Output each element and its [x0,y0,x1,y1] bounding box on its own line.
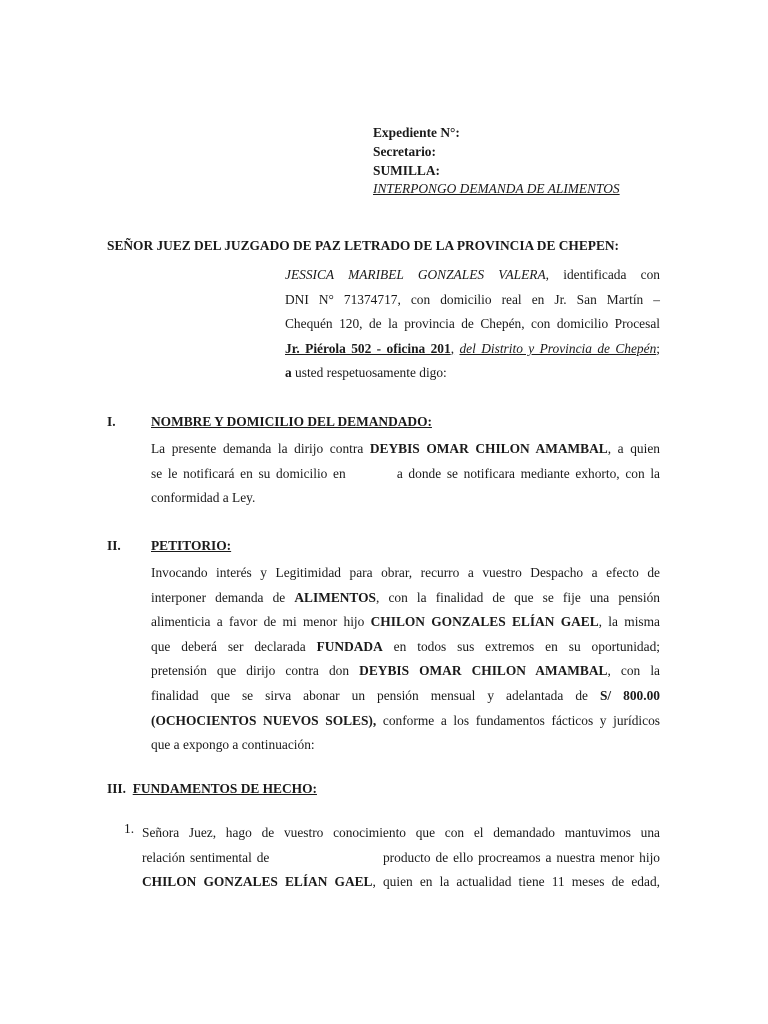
body-line: pretensión que dirijo contra don DEYBIS OMAR CHILON AMAMBAL, con la [151,663,660,679]
intro-line: a usted respetuosamente digo: [285,365,447,381]
intro-paragraph [285,263,660,386]
section-number: III. [107,781,126,796]
sumilla-label: SUMILLA: [373,162,440,178]
body-line: finalidad que se sirva abonar un pensión mensual y adelantada de S/ 800.00 [151,687,660,703]
body-line: que deberá ser declarada FUNDADA en todos sus extremos en su oportunidad; [151,638,660,654]
section-number: I. [107,414,116,429]
body-line: Señora Juez, hago de vuestro conocimiento que con el demandado mantuvimos una [142,825,660,840]
list-item-number: 1. [124,821,135,836]
amount: S/ 800.00 [599,687,660,703]
body-line: se le notificará en su domicilio en a donde se notificara mediante exhorto, con la [151,465,661,481]
section-title: FUNDAMENTOS DE HECHO: [132,781,317,796]
body-line: (OCHOCIENTOS NUEVOS SOLES), conforme a los fundamentos fácticos y jurídicos [151,712,660,728]
defendant-name: DEYBIS OMAR CHILON AMAMBAL [369,441,608,456]
section-title: NOMBRE Y DOMICILIO DEL DEMANDADO: [151,414,432,429]
body-line: conformidad a Ley. [151,490,256,506]
expediente-label: Expediente N°: [373,125,460,140]
child-name: CHILON GONZALES ELÍAN GAEL [142,874,373,890]
section-body [151,437,660,511]
child-name: CHILON GONZALES ELÍAN GAEL [370,614,599,630]
section-title: PETITORIO: [151,538,232,553]
section-number: II. [107,538,121,553]
body-line: interponer demanda de ALIMENTOS, con la finalidad de que se fije una pensión [151,589,660,605]
list-item [142,821,660,895]
sumilla-text: INTERPONGO DEMANDA DE ALIMENTOS [373,181,620,197]
defendant-name: DEYBIS OMAR CHILON AMAMBAL [359,663,608,679]
section-body [151,561,660,758]
plaintiff-name: JESSICA MARIBEL GONZALES VALERA [285,267,546,282]
intro-line: Jr. Piérola 502 - oficina 201, del Distrito y Provincia de Chepén; [285,340,660,356]
body-line: Invocando interés y Legitimidad para obrar, recurro a vuestro Despacho a efecto de [151,565,660,580]
body-line: relación sentimental de producto de ello procreamos a nuestra menor hijo [142,849,660,865]
body-line: CHILON GONZALES ELÍAN GAEL, quien en la actualidad tiene 11 meses de edad, [142,874,660,890]
intro-line: Chequén 120, de la provincia de Chepén, con domicilio Procesal [285,316,660,332]
section-heading [107,781,317,797]
intro-line: DNI N° 71374717, con domicilio real en Jr. San Martín – [285,291,660,307]
court-address: SEÑOR JUEZ DEL JUZGADO DE PAZ LETRADO DE LA PROVINCIA DE CHEPEN: [107,238,620,253]
amount-words: (OCHOCIENTOS NUEVOS SOLES), [151,712,377,728]
body-line: que a expongo a continuación: [151,737,315,753]
district-text: del Distrito y Provincia de Chepén [459,340,657,356]
body-line: La presente demanda la dirijo contra DEYBIS OMAR CHILON AMAMBAL, a quien [151,441,660,456]
secretario-label: Secretario: [373,143,436,159]
body-line: alimenticia a favor de mi menor hijo CHILON GONZALES ELÍAN GAEL, la misma [151,614,660,630]
intro-line: JESSICA MARIBEL GONZALES VALERA, identificada con [285,267,661,282]
procesal-address: Jr. Piérola 502 - oficina 201 [285,340,451,356]
case-header [373,124,620,199]
